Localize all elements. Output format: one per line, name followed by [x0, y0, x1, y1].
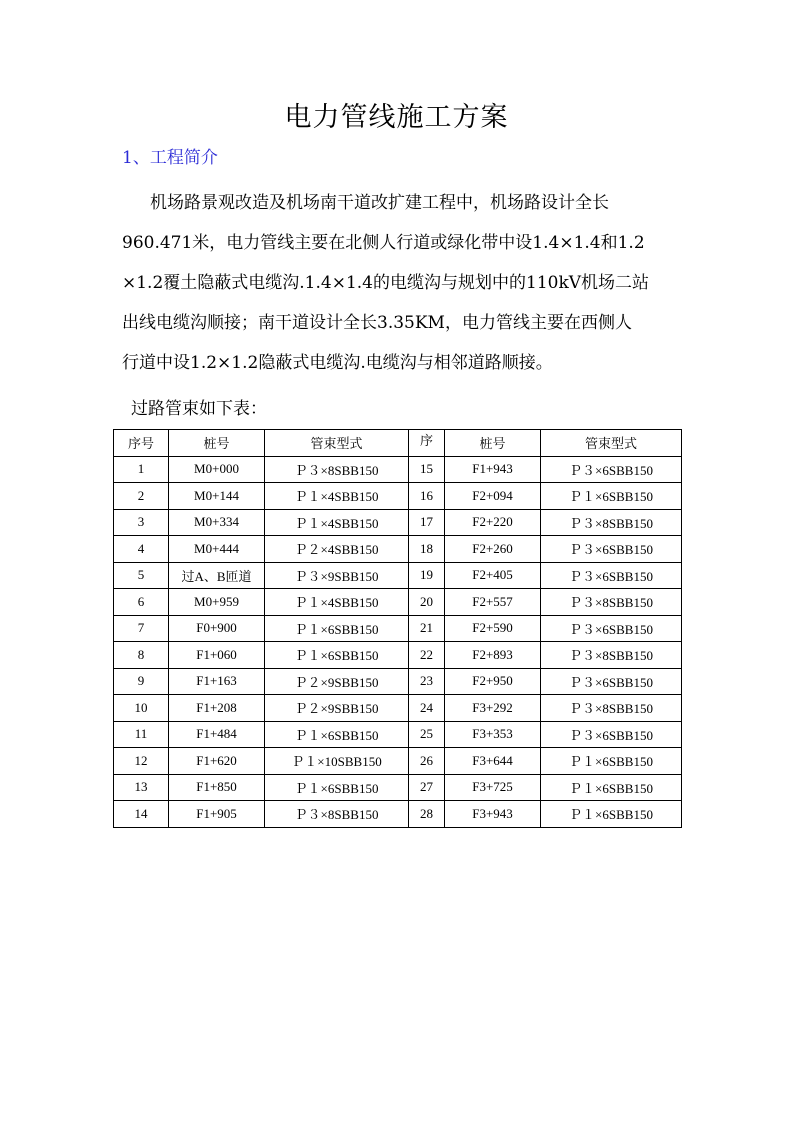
cell-station: F2+094 [445, 483, 541, 510]
cell-seq: 17 [409, 509, 445, 536]
cell-conduit-type: Ｐ３×8SBB150 [541, 642, 682, 669]
cell-station: F2+260 [445, 536, 541, 563]
cell-seq: 2 [114, 483, 169, 510]
cell-seq: 19 [409, 562, 445, 589]
cell-seq: 3 [114, 509, 169, 536]
table-row [114, 615, 682, 642]
cell-conduit-type: Ｐ３×6SBB150 [541, 615, 682, 642]
cell-station: M0+959 [169, 589, 265, 616]
paragraph-line: 行道中设1.2×1.2隐蔽式电缆沟.电缆沟与相邻道路顺接。 [122, 353, 553, 373]
paragraph-line: 出线电缆沟顺接；南干道设计全长3.35KM，电力管线主要在西侧人 [122, 313, 632, 333]
table-header-row [114, 430, 682, 457]
cell-conduit-type: Ｐ１×4SBB150 [265, 589, 409, 616]
cell-conduit-type: Ｐ１×10SBB150 [265, 748, 409, 775]
header-seq: 序号 [114, 430, 169, 457]
cell-conduit-type: Ｐ２×9SBB150 [265, 695, 409, 722]
cell-conduit-type: Ｐ３×6SBB150 [541, 668, 682, 695]
cell-seq: 15 [409, 456, 445, 483]
cell-station: M0+144 [169, 483, 265, 510]
cell-station: F1+208 [169, 695, 265, 722]
cell-station: F1+905 [169, 801, 265, 828]
cell-conduit-type: Ｐ１×6SBB150 [541, 483, 682, 510]
cell-conduit-type: Ｐ１×6SBB150 [541, 774, 682, 801]
paragraph-line: 机场路景观改造及机场南干道改扩建工程中，机场路设计全长 [150, 193, 609, 213]
cell-conduit-type: Ｐ３×8SBB150 [541, 589, 682, 616]
cell-seq: 20 [409, 589, 445, 616]
cell-conduit-type: Ｐ１×6SBB150 [541, 801, 682, 828]
cell-seq: 21 [409, 615, 445, 642]
header-conduit-type: 管束型式 [265, 430, 409, 457]
table-row [114, 562, 682, 589]
table-row [114, 536, 682, 563]
cell-station: F3+353 [445, 721, 541, 748]
cell-conduit-type: Ｐ３×9SBB150 [265, 562, 409, 589]
header-station: 桩号 [445, 430, 541, 457]
cell-conduit-type: Ｐ１×4SBB150 [265, 483, 409, 510]
cell-conduit-type: Ｐ１×6SBB150 [265, 642, 409, 669]
cell-conduit-type: Ｐ１×6SBB150 [265, 721, 409, 748]
cell-conduit-type: Ｐ３×6SBB150 [541, 562, 682, 589]
table-row [114, 748, 682, 775]
cell-station: F2+893 [445, 642, 541, 669]
cell-seq: 26 [409, 748, 445, 775]
table-row [114, 589, 682, 616]
cell-conduit-type: Ｐ３×8SBB150 [541, 695, 682, 722]
cell-station: F1+850 [169, 774, 265, 801]
cell-seq: 28 [409, 801, 445, 828]
cell-station: F2+590 [445, 615, 541, 642]
cell-seq: 13 [114, 774, 169, 801]
cell-conduit-type: Ｐ２×9SBB150 [265, 668, 409, 695]
cell-seq: 10 [114, 695, 169, 722]
cell-seq: 7 [114, 615, 169, 642]
page-title: 电力管线施工方案 [284, 102, 509, 133]
paragraph-line: 960.471米，电力管线主要在北侧人行道或绿化带中设1.4×1.4和1.2 [122, 233, 645, 253]
cell-seq: 24 [409, 695, 445, 722]
cell-seq: 11 [114, 721, 169, 748]
cell-station: F2+557 [445, 589, 541, 616]
header-seq: 序 [409, 430, 445, 457]
cell-conduit-type: Ｐ１×4SBB150 [265, 509, 409, 536]
table-row [114, 509, 682, 536]
cell-station: F1+163 [169, 668, 265, 695]
section-heading: 1、工程简介 [122, 148, 218, 168]
cell-conduit-type: Ｐ３×6SBB150 [541, 721, 682, 748]
cell-station: F3+292 [445, 695, 541, 722]
cell-conduit-type: Ｐ２×4SBB150 [265, 536, 409, 563]
cell-station: F1+484 [169, 721, 265, 748]
cell-conduit-type: Ｐ１×6SBB150 [265, 774, 409, 801]
cell-station: F3+644 [445, 748, 541, 775]
table-intro: 过路管束如下表： [131, 399, 267, 419]
cell-seq: 12 [114, 748, 169, 775]
table-row [114, 456, 682, 483]
paragraph-line: ×1.2覆土隐蔽式电缆沟.1.4×1.4的电缆沟与规划中的110kV机场二站 [122, 273, 650, 293]
cell-seq: 8 [114, 642, 169, 669]
cell-seq: 1 [114, 456, 169, 483]
cell-station: F3+725 [445, 774, 541, 801]
cell-station: F1+620 [169, 748, 265, 775]
cell-seq: 14 [114, 801, 169, 828]
cell-station: F0+900 [169, 615, 265, 642]
cell-station: F2+220 [445, 509, 541, 536]
cell-station: F3+943 [445, 801, 541, 828]
cell-seq: 5 [114, 562, 169, 589]
cell-seq: 25 [409, 721, 445, 748]
cell-seq: 27 [409, 774, 445, 801]
cell-conduit-type: Ｐ１×6SBB150 [265, 615, 409, 642]
cell-seq: 9 [114, 668, 169, 695]
table-row [114, 774, 682, 801]
cell-conduit-type: Ｐ３×8SBB150 [265, 456, 409, 483]
cell-station: M0+444 [169, 536, 265, 563]
cell-seq: 4 [114, 536, 169, 563]
table-row [114, 721, 682, 748]
cell-station: 过A、B匝道 [169, 562, 265, 589]
table-row [114, 668, 682, 695]
header-conduit-type: 管束型式 [541, 430, 682, 457]
conduit-table [113, 429, 682, 828]
cell-station: F1+943 [445, 456, 541, 483]
cell-conduit-type: Ｐ３×8SBB150 [265, 801, 409, 828]
cell-conduit-type: Ｐ３×6SBB150 [541, 456, 682, 483]
cell-conduit-type: Ｐ３×6SBB150 [541, 536, 682, 563]
cell-seq: 18 [409, 536, 445, 563]
cell-seq: 16 [409, 483, 445, 510]
cell-conduit-type: Ｐ３×8SBB150 [541, 509, 682, 536]
cell-station: F1+060 [169, 642, 265, 669]
table-row [114, 801, 682, 828]
cell-station: F2+405 [445, 562, 541, 589]
table-row [114, 695, 682, 722]
cell-station: F2+950 [445, 668, 541, 695]
header-station: 桩号 [169, 430, 265, 457]
table-row [114, 642, 682, 669]
cell-seq: 6 [114, 589, 169, 616]
cell-seq: 22 [409, 642, 445, 669]
cell-seq: 23 [409, 668, 445, 695]
table-row [114, 483, 682, 510]
cell-station: M0+334 [169, 509, 265, 536]
cell-conduit-type: Ｐ１×6SBB150 [541, 748, 682, 775]
project-description [122, 183, 680, 383]
cell-station: M0+000 [169, 456, 265, 483]
